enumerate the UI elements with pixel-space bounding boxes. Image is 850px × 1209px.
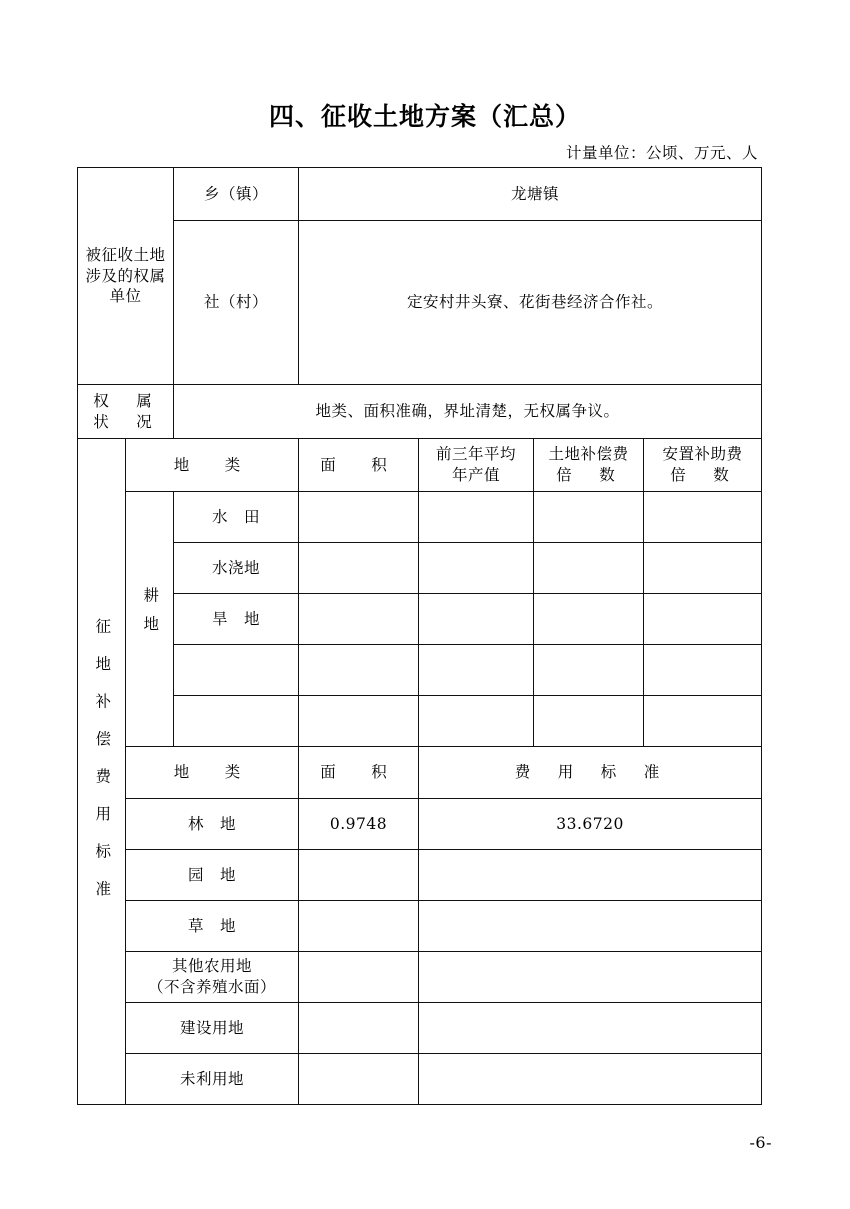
header-avg-yield: 前三年平均 年产值 [419, 439, 534, 492]
land-area-value [299, 850, 419, 901]
land-area-value [299, 645, 419, 696]
table-header-row-upper [78, 439, 762, 492]
land-area-value [299, 696, 419, 747]
table-row-township [78, 168, 762, 221]
fee-standard-value [419, 952, 762, 1003]
land-compensation-value [534, 492, 644, 543]
table-row-grass-land [78, 901, 762, 952]
table-row-forest-land [78, 799, 762, 850]
ownership-status-value: 地类、面积准确，界址清楚，无权属争议。 [174, 385, 762, 439]
resettlement-subsidy-value [644, 492, 762, 543]
land-compensation-value [534, 594, 644, 645]
ownership-unit-label: 被征收土地涉及的权属单位 [78, 168, 174, 385]
page-number: -6- [749, 1133, 772, 1152]
table-row-unused-land [78, 1054, 762, 1105]
fee-standard-value [419, 901, 762, 952]
land-type-name: 水 田 [174, 492, 299, 543]
header-land-type-upper: 地 类 [126, 439, 299, 492]
land-compensation-value [534, 696, 644, 747]
land-compensation-value [534, 543, 644, 594]
measurement-unit-note: 计量单位：公顷、万元、人 [565, 144, 758, 162]
fee-standard-value [419, 1003, 762, 1054]
fee-standard-value: 33.6720 [419, 799, 762, 850]
resettlement-subsidy-value [644, 594, 762, 645]
table-row-ownership-status [78, 385, 762, 439]
table-row-garden-land [78, 850, 762, 901]
township-label-cell: 乡（镇） [174, 168, 299, 221]
header-area-lower: 面 积 [299, 747, 419, 799]
land-type-name [174, 696, 299, 747]
land-area-value [299, 594, 419, 645]
land-area-value: 0.9748 [299, 799, 419, 850]
table-header-row-lower [78, 747, 762, 799]
table-row-paddy-field [78, 492, 762, 543]
header-land-type-lower: 地 类 [126, 747, 299, 799]
compensation-side-label: 征地补偿费用标准 [78, 439, 126, 1105]
avg-yield-value [419, 645, 534, 696]
land-area-value [299, 492, 419, 543]
land-area-value [299, 1003, 419, 1054]
land-area-value [299, 952, 419, 1003]
header-resettlement-subsidy-multiple: 安置补助费 倍 数 [644, 439, 762, 492]
table-row-blank-1 [78, 645, 762, 696]
fee-standard-value [419, 1054, 762, 1105]
ownership-status-label: 权 属 状 况 [78, 385, 174, 439]
land-type-name: 未利用地 [126, 1054, 299, 1105]
resettlement-subsidy-value [644, 696, 762, 747]
resettlement-subsidy-value [644, 645, 762, 696]
land-type-name: 旱 地 [174, 594, 299, 645]
table-row-village [78, 221, 762, 385]
land-type-name [174, 645, 299, 696]
land-type-name: 其他农用地 （不含养殖水面） [126, 952, 299, 1003]
table-row-other-agricultural-land [78, 952, 762, 1003]
village-label-cell: 社（村） [174, 221, 299, 385]
land-type-name: 水浇地 [174, 543, 299, 594]
table-row-dry-land [78, 594, 762, 645]
land-area-value [299, 543, 419, 594]
fee-standard-value [419, 850, 762, 901]
land-type-name: 园 地 [126, 850, 299, 901]
table-row-irrigated-land [78, 543, 762, 594]
avg-yield-value [419, 492, 534, 543]
land-compensation-value [534, 645, 644, 696]
land-type-name: 草 地 [126, 901, 299, 952]
table-row-blank-2 [78, 696, 762, 747]
land-type-name: 林 地 [126, 799, 299, 850]
land-type-name: 建设用地 [126, 1003, 299, 1054]
avg-yield-value [419, 696, 534, 747]
village-value-cell: 定安村井头寮、花街巷经济合作社。 [299, 221, 762, 385]
land-area-value [299, 1054, 419, 1105]
township-value-cell: 龙塘镇 [299, 168, 762, 221]
avg-yield-value [419, 594, 534, 645]
land-area-value [299, 901, 419, 952]
header-area-upper: 面 积 [299, 439, 419, 492]
cultivated-land-group-label: 耕地 [126, 492, 174, 747]
resettlement-subsidy-value [644, 543, 762, 594]
header-fee-standard: 费 用 标 准 [419, 747, 762, 799]
land-acquisition-summary-table [77, 167, 762, 1105]
header-land-compensation-multiple: 土地补偿费 倍 数 [534, 439, 644, 492]
avg-yield-value [419, 543, 534, 594]
page-title: 四、征收土地方案（汇总） [268, 102, 581, 131]
table-row-construction-land [78, 1003, 762, 1054]
